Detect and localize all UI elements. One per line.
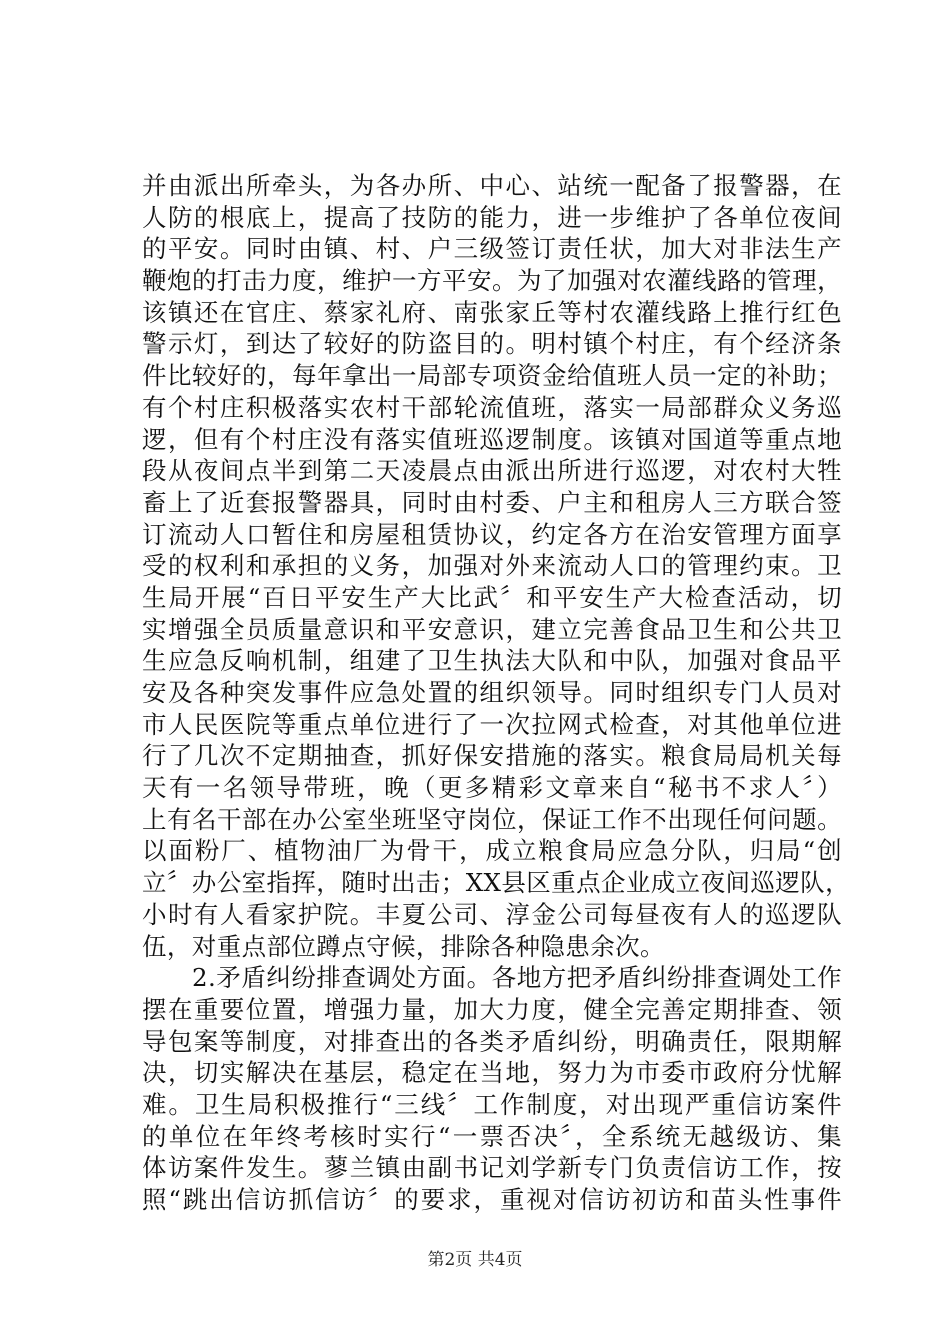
text-line: 摆在重要位置，增强力量，加大力度，健全完善定期排查、领 bbox=[142, 994, 842, 1024]
text-line: 体访案件发生。蓼兰镇由副书记刘学新专门负责信访工作，按 bbox=[142, 1153, 842, 1183]
text-line: 并由派出所牵头，为各办所、中心、站统一配备了报警器，在 bbox=[142, 171, 842, 200]
text-line: 件比较好的，每年拿出一局部专项资金给值班人员一定的补助； bbox=[142, 361, 842, 391]
text-line: 该镇还在官庄、蔡家礼府、南张家丘等村农灌线路上推行红色 bbox=[142, 297, 842, 327]
text-line: 行了几次不定期抽查，抓好保安措施的落实。粮食局局机关每 bbox=[142, 741, 842, 771]
text-line: 安及各种突发事件应急处置的组织领导。同时组织专门人员对 bbox=[142, 678, 842, 707]
text-line: 伍，对重点部位蹲点守候，排除各种隐患余次。 bbox=[142, 931, 665, 961]
text-line: 导包案等制度，对排查出的各类矛盾纠纷，明确责任，限期解 bbox=[142, 1026, 842, 1056]
text-line: 逻，但有个村庄没有落实值班巡逻制度。该镇对国道等重点地 bbox=[142, 424, 842, 454]
text-line: 人防的根底上，提高了技防的能力，进一步维护了各单位夜间 bbox=[142, 202, 842, 232]
text-line: 以面粉厂、植物油厂为骨干，成立粮食局应急分队，归局“创 bbox=[142, 836, 842, 866]
text-line: 2.矛盾纠纷排查调处方面。各地方把矛盾纠纷排查调处工作 bbox=[192, 963, 842, 993]
paragraph-1 bbox=[142, 170, 850, 962]
text-line: 照“跳出信访抓信访〞的要求，重视对信访初访和苗头性事件 bbox=[142, 1185, 842, 1214]
text-line: 警示灯，到达了较好的防盗目的。明村镇个村庄，有个经济条 bbox=[142, 329, 842, 359]
text-line: 市人民医院等重点单位进行了一次拉网式检查，对其他单位进 bbox=[142, 709, 842, 739]
text-line: 受的权利和承担的义务，加强对外来流动人口的管理约束。卫 bbox=[142, 551, 842, 581]
text-line: 段从夜间点半到第二天凌晨点由派出所进行巡逻，对农村大牲 bbox=[142, 456, 842, 486]
text-line: 立〞办公室指挥，随时出击；XX县区重点企业成立夜间巡逻队， bbox=[142, 868, 850, 898]
text-line: 鞭炮的打击力度，维护一方平安。为了加强对农灌线路的管理， bbox=[142, 266, 842, 296]
text-line: 生应急反响机制，组建了卫生执法大队和中队，加强对食品平 bbox=[142, 646, 842, 676]
text-line: 上有名干部在办公室坐班坚守岗位，保证工作不出现任何问题。 bbox=[142, 804, 842, 834]
text-line: 生局开展“百日平安生产大比武〞和平安生产大检查活动，切 bbox=[142, 582, 842, 612]
text-line: 的平安。同时由镇、村、户三级签订责任状，加大对非法生产 bbox=[142, 234, 842, 264]
text-line: 难。卫生局积极推行“三线〞工作制度，对出现严重信访案件 bbox=[142, 1089, 842, 1119]
text-line: 的单位在年终考核时实行“一票否决〞，全系统无越级访、集 bbox=[142, 1121, 842, 1151]
text-line: 畜上了近套报警器具，同时由村委、户主和租房人三方联合签 bbox=[142, 487, 842, 517]
document-body bbox=[142, 170, 850, 1216]
text-line: 有个村庄积极落实农村干部轮流值班，落实一局部群众义务巡 bbox=[142, 392, 842, 422]
text-line: 小时有人看家护院。丰夏公司、淳金公司每昼夜有人的巡逻队 bbox=[142, 899, 842, 929]
text-line: 订流动人口暂住和房屋租赁协议，约定各方在治安管理方面享 bbox=[142, 519, 842, 549]
text-line: 实增强全员质量意识和平安意识，建立完善食品卫生和公共卫 bbox=[142, 614, 842, 644]
page-number-footer: 第2页 共4页 bbox=[427, 1250, 523, 1270]
paragraph-2 bbox=[142, 962, 842, 1216]
text-line: 决，切实解决在基层，稳定在当地，努力为市委市政府分忧解 bbox=[142, 1058, 842, 1088]
text-line: 天有一名领导带班，晚（更多精彩文章来自“秘书不求人〞） bbox=[142, 773, 842, 803]
